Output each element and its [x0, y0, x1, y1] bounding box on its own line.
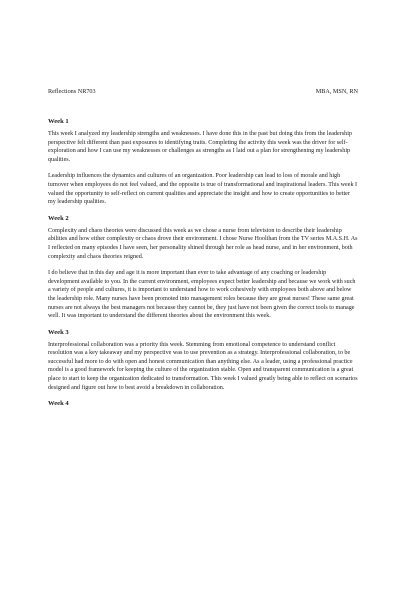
document-page [48, 88, 358, 412]
week-2-section [48, 215, 358, 321]
week-1-paragraph-1: This week I analyzed my leadership strengths and weaknesses. I have done this in the past but doing this from the leadership perspective felt different than past exposures to identifying traits. Completing the activity this week was the driver for self- exploration and how I can use my weaknesses or challenges as strengths as I laid out a plan for strengthening my leadership qualities. [48, 131, 352, 163]
week-2-paragraph-2: I do believe that in this day and age it is more important than ever to take advantage of any coaching or leadership development available to you. In the current environment, employees expect better leadership and because we work with such a variety of people and cultures, it is important to understand how to work cohesively with employees both above and below the leadership role. Many nurses have been promoted into management roles because they are great nurses! These same great nurses are not always the best managers not because they cannot be, they just have not been given the correct tools to manage well. It was important to understand the different theories about the environment this week. [48, 270, 356, 320]
week-1-section [48, 118, 358, 207]
week-4-heading: Week 4 [48, 400, 69, 408]
week-3-paragraph-1: Interprofessional collaboration was a priority this week. Stemming from emotional competence to understand conflict resolution was a key takeaway and my perspective was to use prevention as a strategy. Interprofessional collaboration, to be successful had more to do with open and honest communication than anything else. As a leader, using a professional practice model is a good framework for keeping the culture of the organization stable. Open and transparent communication is a great place to start to keep the organization dedicated to transformation. This week I valued greatly being able to reflect on scenarios designed and figure out how to best avoid a breakdown in collaboration. [48, 341, 358, 391]
header-credentials: MBA, MSN, RN [315, 88, 358, 95]
document-header [48, 88, 358, 96]
week-2-heading: Week 2 [48, 214, 69, 222]
week-3-heading: Week 3 [48, 328, 69, 336]
week-2-paragraph-1: Complexity and chaos theories were discussed this week as we chose a nurse from television to describe their leadership abilities and how either complexity or chaos drove their environment. I chose Nurse Hoolihan from the TV series M.A.S.H. As I reflected on many episodes I have seen, her personality shined through her role as head nurse, and in her environment, both complexity and chaos theories reigned. [48, 227, 358, 260]
week-1-paragraph-2: Leadership influences the dynamics and cultures of an organization. Poor leadership can lead to loss of morale and high turnover when employees do not feel valued, and the opposite is true of transformational and inspirational leaders. This week I valued the opportunity to self-reflect on current qualities and appreciate the insight and how to create opportunities to better my leadership qualities. [48, 173, 358, 206]
header-course: Reflections NR703 [48, 88, 96, 95]
week-3-section [48, 329, 358, 393]
week-1-heading: Week 1 [48, 118, 69, 125]
week-4-section [48, 400, 358, 408]
